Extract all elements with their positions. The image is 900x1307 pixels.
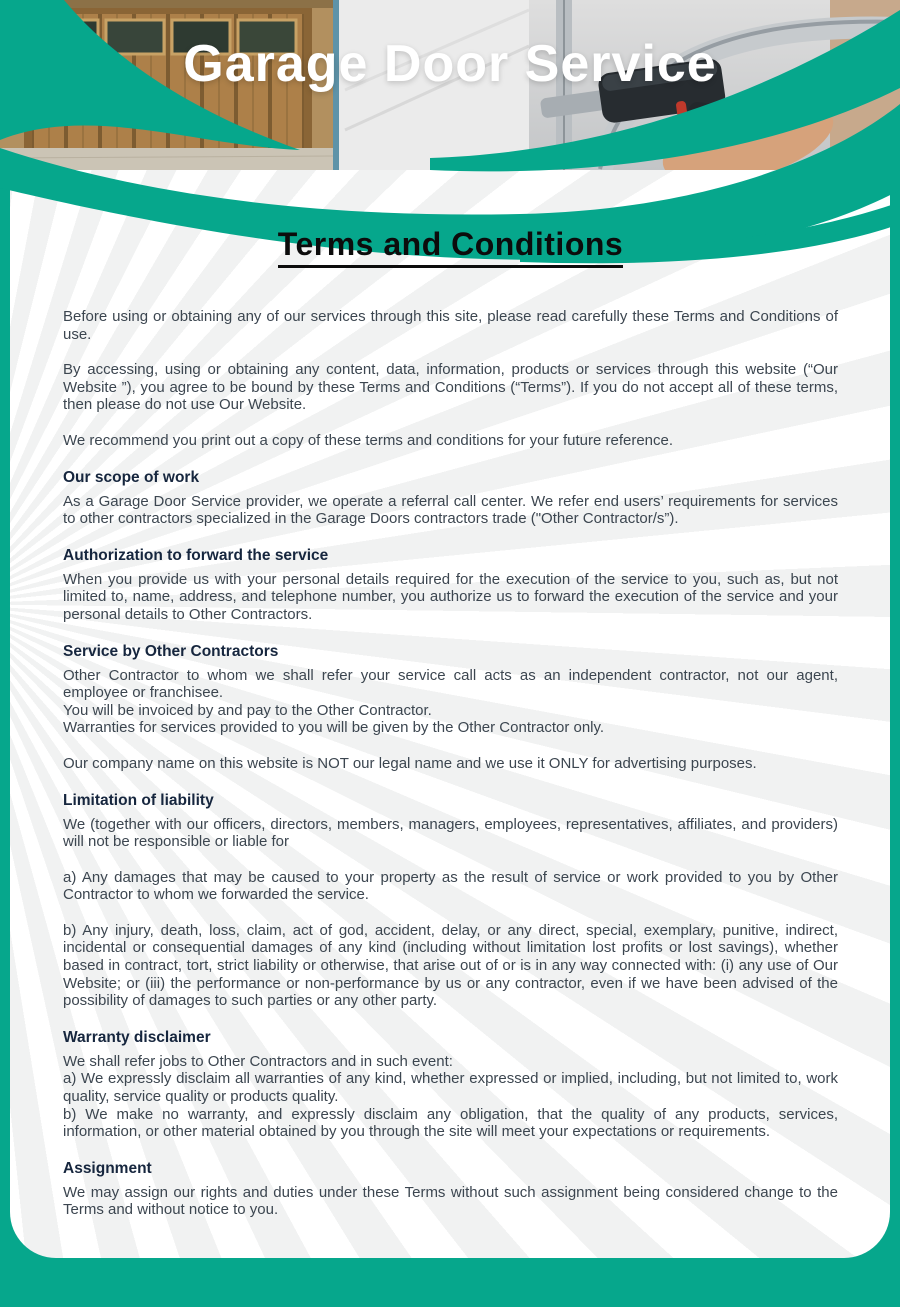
intro-paragraph <box>63 308 838 343</box>
section-block <box>63 755 838 773</box>
section-title: Warranty disclaimer <box>63 1028 211 1046</box>
paragraph-text: b) We make no warranty, and expressly disclaim any obligation, that the quality of any products, services, information, or other material obtained by you through the site will meet your expectations or requirements. <box>63 1105 838 1141</box>
section <box>63 1028 838 1141</box>
paragraph-text: We may assign our rights and duties under these Terms without such assignment being considered change to the Terms and without notice to you. <box>63 1183 838 1219</box>
paragraph-text: We recommend you print out a copy of these terms and conditions for your future reference. <box>63 431 674 449</box>
terms-document <box>63 168 838 1237</box>
paragraph-text: Warranties for services provided to you will be given by the Other Contractor only. <box>63 719 605 737</box>
section <box>63 791 838 1010</box>
section-title: Our scope of work <box>63 468 200 486</box>
paragraph-text: We (together with our officers, directors, members, managers, employees, representatives, affiliates, and providers) will not be responsible or liable for <box>63 815 838 851</box>
section-title: Authorization to forward the service <box>63 546 329 564</box>
intro-paragraph <box>63 432 838 450</box>
sections <box>63 468 838 1219</box>
section <box>63 468 838 528</box>
paragraph-text: b) Any injury, death, loss, claim, act of god, accident, delay, or any direct, special, exemplary, punitive, indirect, incidental or consequential damages of any kind (including without limitation lost profits or lost savings), whether based in contract, tort, strict liability or otherwise, that arise out of or is in any way connected with: (i) any use of Our Website; or (iii) the performance or non-performance by us or any contractor, even if we have been advised of the possibility of damages to such parties or any other party. <box>63 921 838 1010</box>
paragraph-text: Other Contractor to whom we shall refer your service call acts as an independent contractor, not our agent, employee or franchisee. <box>63 666 838 702</box>
paragraph-text: As a Garage Door Service provider, we operate a referral call center. We refer end users’ requirements for services to other contractors specialized in the Garage Doors contractors trade ("Other Contractor/s”). <box>63 492 838 528</box>
section-block <box>63 1053 838 1141</box>
section-title: Service by Other Contractors <box>63 642 279 660</box>
section-block <box>63 493 838 528</box>
document-title-wrap <box>63 226 838 268</box>
section-block <box>63 922 838 1010</box>
paragraph-text: When you provide us with your personal details required for the execution of the service to you, such as, but not limited to, name, address, and telephone number, you authorize us to forward the execution of the service and your personal details to Other Contractors. <box>63 570 838 623</box>
paragraph-text: a) We expressly disclaim all warranties of any kind, whether expressed or implied, including, but not limited to, work quality, service quality or products quality. <box>63 1070 838 1106</box>
section-block <box>63 1184 838 1219</box>
intro-paragraphs <box>63 308 838 450</box>
paragraph-text: a) Any damages that may be caused to your property as the result of service or work provided to you by Other Contractor to whom we forwarded the service. <box>63 868 838 904</box>
paragraph-text: By accessing, using or obtaining any content, data, information, products or services through this website (“Our Website ”), you agree to be bound by these Terms and Conditions (“Terms”). If you do not accept all of these terms, then please do not use Our Website. <box>63 361 838 414</box>
section <box>63 1159 838 1219</box>
section-block <box>63 816 838 851</box>
section-title: Assignment <box>63 1159 152 1177</box>
paragraph-text: Before using or obtaining any of our services through this site, please read carefully these Terms and Conditions of use. <box>63 308 838 343</box>
paragraph-text: Our company name on this website is NOT our legal name and we use it ONLY for advertising purposes. <box>63 754 757 772</box>
section-block <box>63 667 838 737</box>
document-title: Terms and Conditions <box>278 226 623 268</box>
paragraph-text: You will be invoiced by and pay to the Other Contractor. <box>63 701 432 719</box>
section-block <box>63 571 838 624</box>
section <box>63 546 838 624</box>
intro-paragraph <box>63 361 838 414</box>
paragraph-text: We shall refer jobs to Other Contractors and in such event: <box>63 1052 453 1070</box>
section-block <box>63 869 838 904</box>
section-title: Limitation of liability <box>63 791 214 809</box>
brand-title: Garage Door Service <box>183 35 717 93</box>
section <box>63 642 838 773</box>
